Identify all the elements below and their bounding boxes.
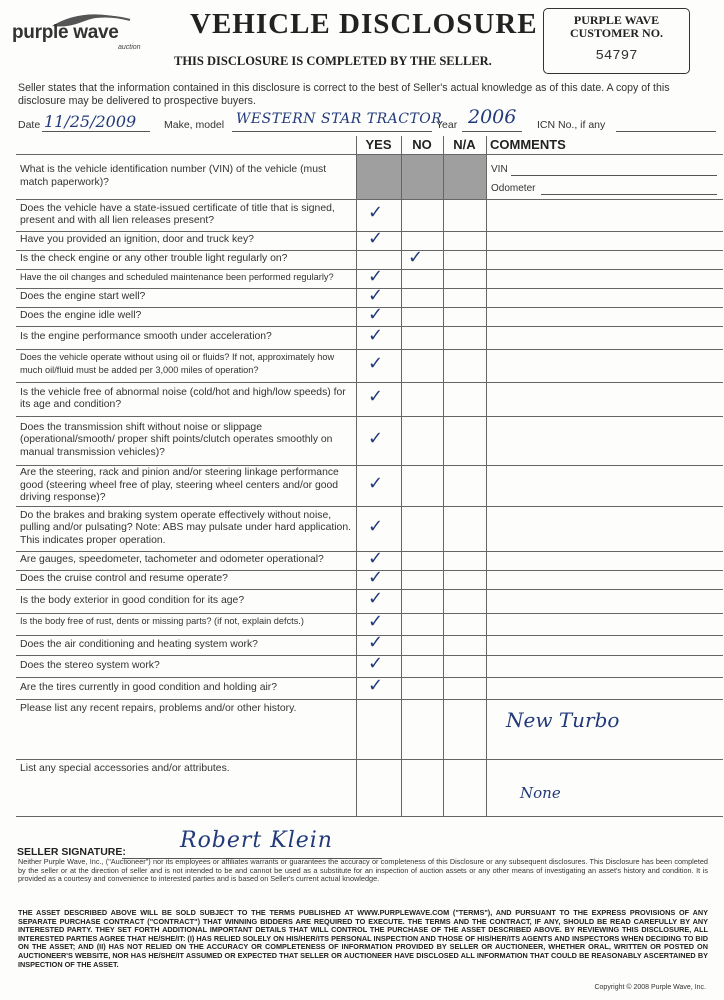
question-12: Are the steering, rack and pinion and/or steering linkage performance good (steering wheel free of play, steering wheel centers and/or good driving response)?	[20, 467, 339, 503]
customer-label-2: CUSTOMER NO.	[569, 26, 664, 40]
vin-label: VIN	[491, 164, 508, 175]
question-7: Does the engine idle well?	[20, 310, 142, 322]
check-yes-row-11[interactable]: ✓	[368, 427, 384, 449]
check-yes-row-17[interactable]: ✓	[368, 611, 384, 632]
header-na: N/A	[453, 137, 476, 152]
brand-name: purple wave	[12, 22, 119, 43]
year-field[interactable]: 2006	[468, 106, 517, 128]
header-yes: YES	[365, 137, 392, 152]
check-yes-row-10[interactable]: ✓	[368, 386, 384, 407]
make-underline	[232, 130, 432, 132]
customer-label-1: PURPLE WAVE	[573, 13, 660, 27]
odometer-underline	[541, 193, 717, 195]
check-yes-row-6[interactable]: ✓	[368, 284, 384, 306]
check-no-row-4[interactable]: ✓	[408, 246, 424, 268]
make-model-field[interactable]: WESTERN STAR TRACTOR	[236, 111, 443, 127]
vin-shaded-cell	[356, 154, 486, 199]
check-yes-row-2[interactable]: ✓	[368, 202, 384, 223]
question-22: List any special accessories and/or attributes.	[20, 763, 230, 774]
page-subtitle: THIS DISCLOSURE IS COMPLETED BY THE SELLER.	[174, 54, 492, 68]
question-13: Do the brakes and braking system operate effectively without noise, pulling and/or pulsating? Note: ABS may pulsate under hard application. This indicates proper operation.	[20, 509, 351, 546]
column-divider	[486, 136, 487, 816]
question-15: Does the cruise control and resume operate?	[20, 573, 228, 585]
check-yes-row-14[interactable]: ✓	[368, 547, 384, 569]
row-divider	[16, 506, 723, 507]
check-yes-row-20[interactable]: ✓	[368, 675, 384, 696]
check-yes-row-9[interactable]: ✓	[368, 352, 384, 374]
odometer-label: Odometer	[491, 183, 536, 194]
question-14: Are gauges, speedometer, tachometer and odometer operational?	[20, 554, 324, 566]
disclosure-table	[16, 136, 723, 816]
date-field[interactable]: 11/25/2009	[44, 112, 137, 131]
check-yes-row-5[interactable]: ✓	[368, 265, 384, 287]
row-divider	[16, 416, 723, 417]
check-yes-row-15[interactable]: ✓	[368, 566, 384, 588]
copyright-text: Copyright © 2008 Purple Wave, Inc.	[594, 984, 706, 991]
check-yes-row-8[interactable]: ✓	[368, 324, 384, 346]
row-divider	[16, 699, 723, 700]
question-11: Does the transmission shift without noise or slippage (operational/smooth/ proper shift points/clutch operates smoothly on manual transmission vehicles)?	[20, 421, 333, 458]
question-6: Does the engine start well?	[20, 291, 146, 303]
seller-signature-label: SELLER SIGNATURE:	[17, 846, 126, 858]
date-label: Date	[18, 119, 41, 131]
question-3: Have you provided an ignition, door and truck key?	[20, 234, 254, 246]
accessories-comment[interactable]: None	[520, 784, 561, 802]
icn-underline	[616, 130, 716, 132]
row-divider	[16, 759, 723, 760]
header-comments: COMMENTS	[490, 137, 566, 152]
row-divider	[16, 465, 723, 466]
check-yes-row-3[interactable]: ✓	[368, 227, 384, 249]
question-16: Is the body exterior in good condition for its age?	[20, 594, 245, 606]
vin-underline	[511, 174, 717, 176]
intro-statement: Seller states that the information contained in this disclosure is correct to the best of Seller's actual knowledge as of this date. A copy of this disclosure may be delivered to prospective buyers.	[18, 82, 670, 107]
check-yes-row-7[interactable]: ✓	[368, 303, 384, 325]
question-9: Does the vehicle operate without using oil or fluids? If not, approximately how much oil/fluid must be added per 3,000 miles of operation?	[20, 352, 335, 375]
row-divider	[16, 816, 723, 817]
icn-label: ICN No., if any	[537, 119, 606, 131]
year-underline	[462, 130, 522, 132]
row-divider	[16, 349, 723, 350]
question-21: Please list any recent repairs, problems and/or other history.	[20, 703, 297, 714]
question-19: Does the stereo system work?	[20, 659, 160, 671]
customer-number[interactable]: 54797	[595, 48, 638, 64]
check-yes-row-13[interactable]: ✓	[368, 515, 384, 537]
make-label: Make, model	[164, 119, 225, 131]
question-5: Have the oil changes and scheduled maintenance been performed regularly?	[20, 272, 334, 282]
header-no: NO	[412, 137, 432, 152]
question-2: Does the vehicle have a state-issued certificate of title that is signed, present and with all lien releases present?	[20, 202, 335, 226]
check-yes-row-12[interactable]: ✓	[368, 472, 384, 494]
row-divider	[16, 250, 723, 251]
column-divider	[401, 136, 402, 816]
column-divider	[443, 136, 444, 816]
row-divider	[16, 382, 723, 383]
disclaimer-text: Neither Purple Wave, Inc., ("Auctioneer") nor its employees or affiliates warrants or guarantees the accuracy or completeness of this Disclosure or any subsequent disclosures. This Disclosure has been completed by the seller or at the direction of seller and is not intended to be and cannot be used as a substitute for an inspection of auction assets or any other means of investigating an asset's history and condition. It is provided as a courtesy and convenience to interested parties and is based on Seller's current actual knowledge.	[18, 857, 708, 884]
check-yes-row-19[interactable]: ✓	[368, 653, 384, 674]
row-divider	[16, 154, 723, 155]
question-20: Are the tires currently in good condition and holding air?	[20, 681, 278, 693]
terms-text: THE ASSET DESCRIBED ABOVE WILL BE SOLD SUBJECT TO THE TERMS PUBLISHED AT WWW.PURPLEWAVE.COM ("TERMS"), AND PURSUANT TO THE EXPRESS PROVISIONS OF ANY SEPARATE PURCHASE CONTRACT ("CONTRACT") THAT WINNING BIDDERS ARE REQUIRED TO EXECUTE. THE TERMS AND THE CONTRACT, IF ANY, SHOULD BE READ CAREFULLY BY ANY INTERESTED PARTY. THEY SET FORTH ADDITIONAL IMPORTANT DETAILS THAT WILL CONTROL THE PURCHASE OF THE ASSET DESCRIBED ABOVE. BY REVIEWING THIS DISCLOSURE, ALL INTERESTED PARTIES AGREE THAT HE/SHE/IT: (I) HAS RELIED SOLELY ON HIS/HER/ITS PERSONAL INSPECTION AND THOSE OF HIS/HER/ITS AGENTS AND INSPECTORS WHEN DECIDING TO BID ON THE ASSET; AND (II) HAS NOT RELIED ON THE ACCURACY OR COMPLETENESS OF INFORMATION PROVIDED BY SELLER OR AUCTIONEER, WHETHER ORAL, WRITTEN OR POSTED ON AUCTIONEER'S WEBSITE, NOR HAS HE/SHE/IT ASSUMED OR EXPECTED THAT SELLER OR AUCTIONEER HAVE DISCLOSED ALL INFORMATION THAT COULD BE REASONABLY ASCERTAINED BY INSPECTION OF THE ASSET.	[18, 908, 708, 969]
repairs-comment[interactable]: New Turbo	[506, 708, 620, 732]
check-yes-row-16[interactable]: ✓	[368, 588, 384, 609]
question-8: Is the engine performance smooth under acceleration?	[20, 331, 272, 343]
question-1: What is the vehicle identification number (VIN) of the vehicle (must match paperwork)?	[20, 164, 327, 188]
column-divider	[356, 136, 357, 816]
brand-sub: auction	[118, 44, 141, 51]
question-4: Is the check engine or any other trouble light regularly on?	[20, 253, 288, 265]
row-divider	[16, 199, 723, 200]
seller-signature[interactable]: Robert Klein	[180, 828, 333, 853]
year-label: Year	[436, 119, 458, 131]
check-yes-row-18[interactable]: ✓	[368, 632, 384, 653]
page-title: VEHICLE DISCLOSURE	[190, 8, 538, 40]
question-10: Is the vehicle free of abnormal noise (cold/hot and high/low speeds) for its age and condition?	[20, 386, 346, 410]
question-17: Is the body free of rust, dents or missing parts? (if not, explain defcts.)	[20, 616, 304, 626]
question-18: Does the air conditioning and heating system work?	[20, 638, 258, 650]
customer-number-box	[543, 8, 690, 74]
